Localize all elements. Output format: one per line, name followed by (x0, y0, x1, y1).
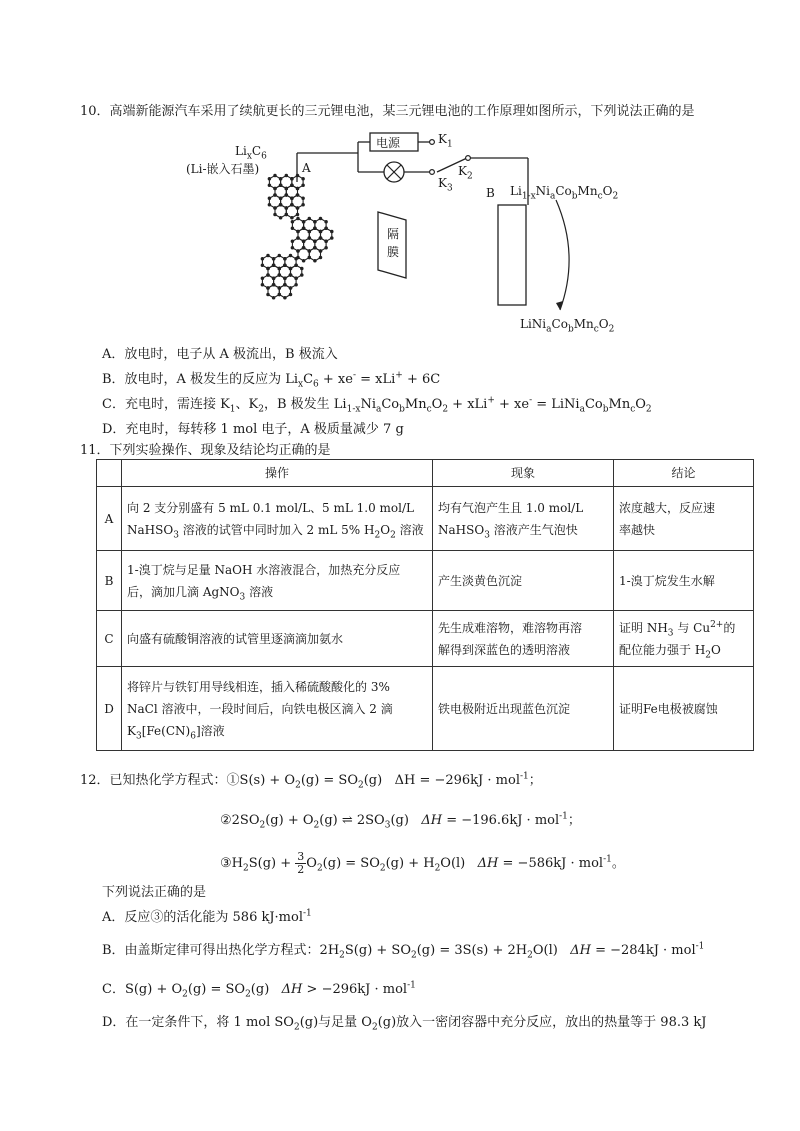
row-phenomenon: 均有气泡产生且 1.0 mol/L NaHSO$_3$ 溶液产生气泡快 (433, 487, 614, 551)
carbon-atom (314, 247, 316, 249)
carbon-atom (291, 240, 293, 242)
carbon-atom (296, 213, 298, 215)
q10-option-c: C．充电时，需连接 $K_1$、$K_2$，B 极发生 $Li_{1-x}Ni_aCo_bMn_cO_2 + xLi^+ + xe^-$ = $LiNi_aCo_bMn_cO_2$ (102, 395, 652, 415)
q12-option-d: D．在一定条件下，将 1 mol $SO_2(g)$与足量 $O_2(g)$放入一密闭容器中充分反应，放出的热量等于 98.3 kJ (102, 1015, 707, 1033)
graphite-hexagon (298, 248, 309, 261)
carbon-atom (274, 213, 276, 215)
q10-option-d: D．充电时，每转移 1 mol 电子，A 极质量减少 7 g (102, 422, 404, 437)
carbon-atom (302, 221, 304, 223)
carbon-atom (296, 194, 298, 196)
carbon-atom (279, 184, 281, 186)
carbon-atom (302, 240, 304, 242)
carbon-atom (272, 264, 274, 266)
cathode-top-formula: $Li_{1-x}Ni_aCo_bMn_cO_2$ (510, 184, 619, 202)
carbon-atom (272, 297, 274, 299)
anode-formula: $Li_xC_6$ (235, 144, 267, 162)
lamp-icon (384, 162, 404, 182)
carbon-atom (325, 240, 327, 242)
row-conclusion: 证明Fe电极被腐蚀 (614, 667, 754, 751)
row-operation: 1-溴丁烷与足量 NaOH 水溶液混合，加热充分反应 后，滴加几滴 AgNO$_3$ 溶液 (122, 551, 433, 611)
carbon-atom (289, 274, 291, 276)
row-phenomenon: 产生淡黄色沉淀 (433, 551, 614, 611)
experiment-table (96, 459, 754, 751)
carbon-atom (272, 284, 274, 286)
row-phenomenon: 先生成难溶物，难溶物再溶 解得到深蓝色的透明溶液 (433, 611, 614, 667)
carbon-atom (279, 178, 281, 180)
carbon-atom (272, 277, 274, 279)
carbon-atom (268, 197, 270, 199)
q10-option-a: A．放电时，电子从 A 极流出，B 极流入 (102, 347, 338, 362)
carbon-atom (284, 277, 286, 279)
table-row (97, 487, 754, 551)
carbon-atom (319, 256, 321, 258)
separator-label: 隔膜 (386, 227, 399, 259)
carbon-atom (261, 264, 263, 266)
q12-equation-3: $③H_2S(g)$ + $\frac{3}{2}$ $O_2(g) = SO_2(g) + H_2O(l) \Delta H = -586kJ \cdot mol^{-1}$。 (220, 850, 625, 876)
row-key: C (97, 611, 122, 667)
graphite-hexagon (275, 205, 286, 218)
carbon-atom (274, 207, 276, 209)
header-blank (97, 460, 122, 487)
row-conclusion: 证明 $NH_3$ 与 $Cu^{2+}$的 配位能力强于 $H_2O$ (614, 611, 754, 667)
carbon-atom (291, 227, 293, 229)
graphite-hexagon (286, 205, 297, 218)
carbon-atom (284, 264, 286, 266)
electrode-b-label: B (486, 186, 495, 200)
carbon-atom (319, 230, 321, 232)
header-phenomenon: 现象 (433, 460, 614, 487)
electrode-a-label: A (302, 161, 311, 175)
carbon-atom (279, 204, 281, 206)
carbon-atom (272, 258, 274, 260)
carbon-atom (261, 277, 263, 279)
carbon-atom (285, 194, 287, 196)
graphite-hexagon (309, 248, 320, 261)
carbon-atom (261, 284, 263, 286)
carbon-atom (291, 178, 293, 180)
carbon-atom (289, 254, 291, 256)
carbon-atom (285, 213, 287, 215)
carbon-atom (291, 217, 293, 219)
carbon-atom (295, 284, 297, 286)
carbon-atom (297, 237, 299, 239)
table-row (97, 611, 754, 667)
carbon-atom (302, 247, 304, 249)
carbon-atom (295, 258, 297, 260)
q12-option-c: C．$S(g) + O_2(g) = SO_2(g) \Delta H > -296kJ \cdot mol^{-1}$ (102, 980, 416, 1000)
carbon-atom (268, 204, 270, 206)
carbon-atom (308, 250, 310, 252)
battery-diagram (180, 120, 640, 335)
carbon-atom (296, 174, 298, 176)
q12-prompt: 下列说法正确的是 (102, 885, 207, 900)
carbon-atom (295, 264, 297, 266)
carbon-atom (295, 277, 297, 279)
q11-stem: 11．下列实验操作、现象及结论均正确的是 (80, 443, 331, 458)
carbon-atom (267, 254, 269, 256)
carbon-atom (284, 297, 286, 299)
carbon-atom (278, 287, 280, 289)
cathode-electrode (498, 205, 526, 305)
graphite-hexagon (279, 285, 290, 298)
q12-stem: 12．已知热化学方程式：①S(s) + $O_2(g) = SO_2(g) \Delta H = -296kJ \cdot mol^{-1}$； (80, 771, 542, 791)
carbon-atom (291, 204, 293, 206)
carbon-atom (284, 284, 286, 286)
k3-label: $K_3$ (438, 176, 453, 194)
carbon-atom (302, 184, 304, 186)
carbon-atom (314, 260, 316, 262)
header-conclusion: 结论 (614, 460, 754, 487)
carbon-atom (301, 267, 303, 269)
carbon-atom (284, 258, 286, 260)
row-conclusion: 浓度越大，反应速 率越快 (614, 487, 754, 551)
power-source-label: 电源 (376, 136, 401, 150)
k2-label: $K_2$ (458, 164, 473, 182)
carbon-atom (325, 221, 327, 223)
q10-stem: 10．高端新能源汽车采用了续航更长的三元锂电池，某三元锂电池的工作原理如图所示，下列说法正确的是 (80, 104, 695, 119)
row-operation: 向 2 支分别盛有 5 mL 0.1 mol/L、5 mL 1.0 mol/L NaHSO$_3$ 溶液的试管中同时加入 2 mL 5% $H_2O_2$ 溶液 (122, 487, 433, 551)
carbon-atom (274, 174, 276, 176)
carbon-atom (261, 258, 263, 260)
row-operation: 将锌片与铁钉用导线相连，插入稀硫酸酸化的 3% NaCl 溶液中，一段时间后，向铁电极区滴入 2 滴 $K_3[Fe(CN)_6]$溶液 (122, 667, 433, 751)
carbon-atom (267, 287, 269, 289)
carbon-atom (285, 174, 287, 176)
carbon-atom (302, 227, 304, 229)
carbon-atom (302, 178, 304, 180)
row-key: B (97, 551, 122, 611)
carbon-atom (289, 267, 291, 269)
graphite-lattice (261, 174, 333, 299)
carbon-atom (308, 237, 310, 239)
carbon-atom (302, 204, 304, 206)
carbon-atom (285, 187, 287, 189)
q12-option-a: A．反应③的活化能为 586 kJ·mol$^{-1}$ (102, 908, 312, 925)
carbon-atom (296, 207, 298, 209)
carbon-atom (314, 221, 316, 223)
q12-equation-2: $②2SO_2(g) + O_2(g)$ ⇌ $2SO_3(g) \Delta H = -196.6kJ \cdot mol^{-1}$； (220, 811, 581, 831)
q12-option-b: B．由盖斯定律可得出热化学方程式：$2H_2S(g) + SO_2(g) = 3S(s) + 2H_2O(l) \Delta H = -284kJ \cdot mol^{-1}$ (102, 941, 705, 961)
carbon-atom (279, 197, 281, 199)
row-phenomenon: 铁电极附近出现蓝色沉淀 (433, 667, 614, 751)
carbon-atom (274, 194, 276, 196)
carbon-atom (302, 197, 304, 199)
carbon-atom (325, 247, 327, 249)
carbon-atom (278, 254, 280, 256)
carbon-atom (297, 230, 299, 232)
carbon-atom (308, 230, 310, 232)
carbon-atom (278, 293, 280, 295)
carbon-atom (291, 197, 293, 199)
anode-description: (Li-嵌入石墨) (186, 162, 260, 176)
fraction-three-halves: $\frac{3}{2}$ (297, 850, 305, 876)
carbon-atom (301, 274, 303, 276)
carbon-atom (278, 267, 280, 269)
carbon-atom (319, 217, 321, 219)
carbon-atom (289, 287, 291, 289)
carbon-atom (289, 293, 291, 295)
carbon-atom (267, 267, 269, 269)
carbon-atom (274, 187, 276, 189)
table-row (97, 667, 754, 751)
carbon-atom (319, 250, 321, 252)
carbon-atom (314, 227, 316, 229)
carbon-atom (296, 187, 298, 189)
carbon-atom (302, 260, 304, 262)
carbon-atom (291, 221, 293, 223)
carbon-atom (308, 217, 310, 219)
row-operation: 向盛有硫酸铜溶液的试管里逐滴滴加氨水 (122, 611, 433, 667)
carbon-atom (285, 207, 287, 209)
carbon-atom (314, 240, 316, 242)
carbon-atom (268, 178, 270, 180)
reaction-arrow (556, 200, 569, 310)
carbon-atom (267, 274, 269, 276)
table-header-row (97, 460, 754, 487)
row-conclusion: 1-溴丁烷发生水解 (614, 551, 754, 611)
carbon-atom (268, 184, 270, 186)
carbon-atom (291, 184, 293, 186)
q10-option-b: B．放电时，A 极发生的反应为 $Li_xC_6 + xe^- = xLi^+ + 6C$ (102, 370, 441, 390)
carbon-atom (308, 256, 310, 258)
graphite-hexagon (268, 285, 279, 298)
row-key: D (97, 667, 122, 751)
carbon-atom (297, 250, 299, 252)
carbon-atom (297, 217, 299, 219)
carbon-atom (331, 237, 333, 239)
table-row (97, 551, 754, 611)
cathode-bottom-formula: $LiNi_aCo_bMn_cO_2$ (520, 317, 615, 335)
carbon-atom (279, 217, 281, 219)
carbon-atom (319, 237, 321, 239)
row-key: A (97, 487, 122, 551)
carbon-atom (325, 227, 327, 229)
carbon-atom (291, 247, 293, 249)
carbon-atom (331, 230, 333, 232)
header-operation: 操作 (122, 460, 433, 487)
carbon-atom (267, 293, 269, 295)
carbon-atom (278, 274, 280, 276)
k1-label: $K_1$ (438, 132, 453, 150)
